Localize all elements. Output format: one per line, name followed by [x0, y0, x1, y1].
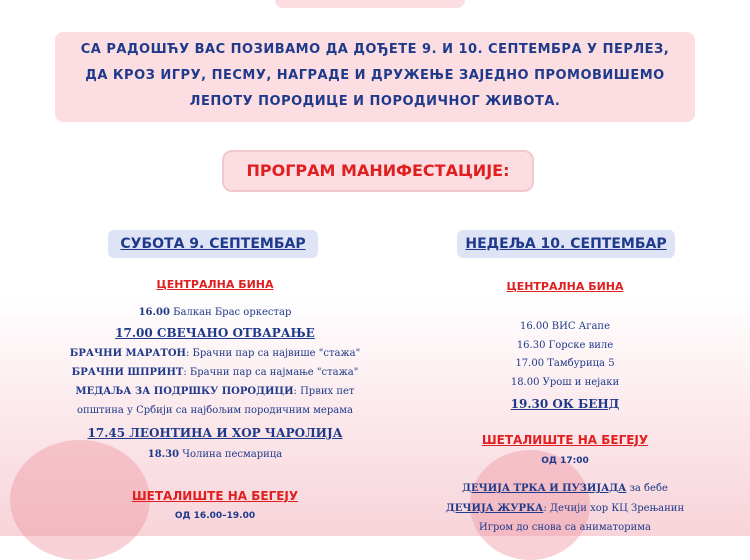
sat-line-1	[40, 307, 390, 318]
intro-box	[55, 32, 695, 122]
sat-line-5	[40, 386, 390, 397]
saturday-promenade-title: ШЕТАЛИШТЕ НА БЕГЕЈУ	[131, 489, 299, 503]
top-banner-pill	[275, 0, 465, 8]
sunday-stage-title: ЦЕНТРАЛНА БИНА	[506, 280, 624, 293]
sat-line-1-time: 16.00	[138, 307, 170, 318]
sat-line-7: 17.45 ЛЕОНТИНА И ХОР ЧАРОЛИЈА	[87, 426, 343, 440]
sat-line-3-bold: БРАЧНИ МАРАТОН	[69, 348, 186, 359]
sat-line-6: општина у Србији са најбољим породичним мерама	[77, 405, 353, 416]
sat-line-1-text: Балкан Брас оркестар	[169, 307, 292, 318]
intro-line-2: ДА КРОЗ ИГРУ, ПЕСМУ, НАГРАДЕ И ДРУЖЕЊЕ ЗАЈЕДНО ПРОМОВИШЕМО	[85, 68, 665, 83]
sun-line-1: 16.00 ВИС Агапе	[519, 321, 611, 332]
sun-promenade-line-1	[410, 483, 720, 494]
sun-promenade-line-2	[410, 503, 720, 514]
sat-line-4	[40, 367, 390, 378]
sat-line-8-time: 18.30	[147, 449, 180, 460]
sun-promenade-line-1-bold: ДЕЧИЈА ТРКА И ПУЗИЈАДА	[462, 483, 627, 494]
sat-line-8	[40, 449, 390, 460]
sat-line-4-text: : Брачни пар са најмање "стажа"	[183, 367, 359, 378]
sunday-title: НЕДЕЉА 10. СЕПТЕМБАР	[457, 230, 675, 258]
saturday-promenade-time: ОД 16.00–19.00	[174, 511, 256, 521]
sun-line-2: 16.30 Горске виле	[516, 340, 614, 351]
sun-line-5: 19.30 ОК БЕНД	[510, 397, 620, 411]
saturday-title: СУБОТА 9. СЕПТЕМБАР	[108, 230, 318, 258]
intro-line-1: СА РАДОШЋУ ВАС ПОЗИВАМО ДА ДОЂЕТЕ 9. И 10. СЕПТЕМБРА У ПЕРЛЕЗ,	[80, 42, 670, 57]
sun-line-4: 18.00 Урош и нејаки	[510, 377, 620, 388]
program-title: ПРОГРАМ МАНИФЕСТАЦИЈЕ:	[246, 161, 510, 180]
program-title-box	[222, 150, 534, 192]
sat-line-5-bold: МЕДАЉА ЗА ПОДРШКУ ПОРОДИЦИ	[75, 386, 294, 397]
sat-line-5-text: : Првих пет	[293, 386, 355, 397]
sun-promenade-line-2-text: : Дечији хор КЦ Зрењанин	[543, 503, 685, 514]
intro-line-3: ЛЕПОТУ ПОРОДИЦЕ И ПОРОДИЧНОГ ЖИВОТА.	[189, 94, 561, 109]
sat-line-4-bold: БРАЧНИ ШПРИНТ	[71, 367, 184, 378]
sunday-promenade-title: ШЕТАЛИШТЕ НА БЕГЕЈУ	[481, 433, 649, 447]
sat-line-3	[40, 348, 390, 359]
sat-line-2: 17.00 СВЕЧАНО ОТВАРАЊЕ	[115, 326, 315, 340]
sun-promenade-line-3: Игром до снова са аниматорима	[479, 522, 651, 533]
sun-line-3: 17.00 Тамбурица 5	[515, 358, 615, 369]
sat-line-3-text: : Брачни пар са највише "стажа"	[186, 348, 361, 359]
saturday-stage-title: ЦЕНТРАЛНА БИНА	[156, 278, 274, 291]
sun-promenade-line-1-text: за бебе	[626, 483, 668, 494]
sun-promenade-line-2-bold: ДЕЧИЈА ЖУРКА	[445, 503, 544, 514]
sat-line-8-text: Чолина песмарица	[179, 449, 283, 460]
sunday-promenade-time: ОД 17:00	[541, 456, 589, 466]
